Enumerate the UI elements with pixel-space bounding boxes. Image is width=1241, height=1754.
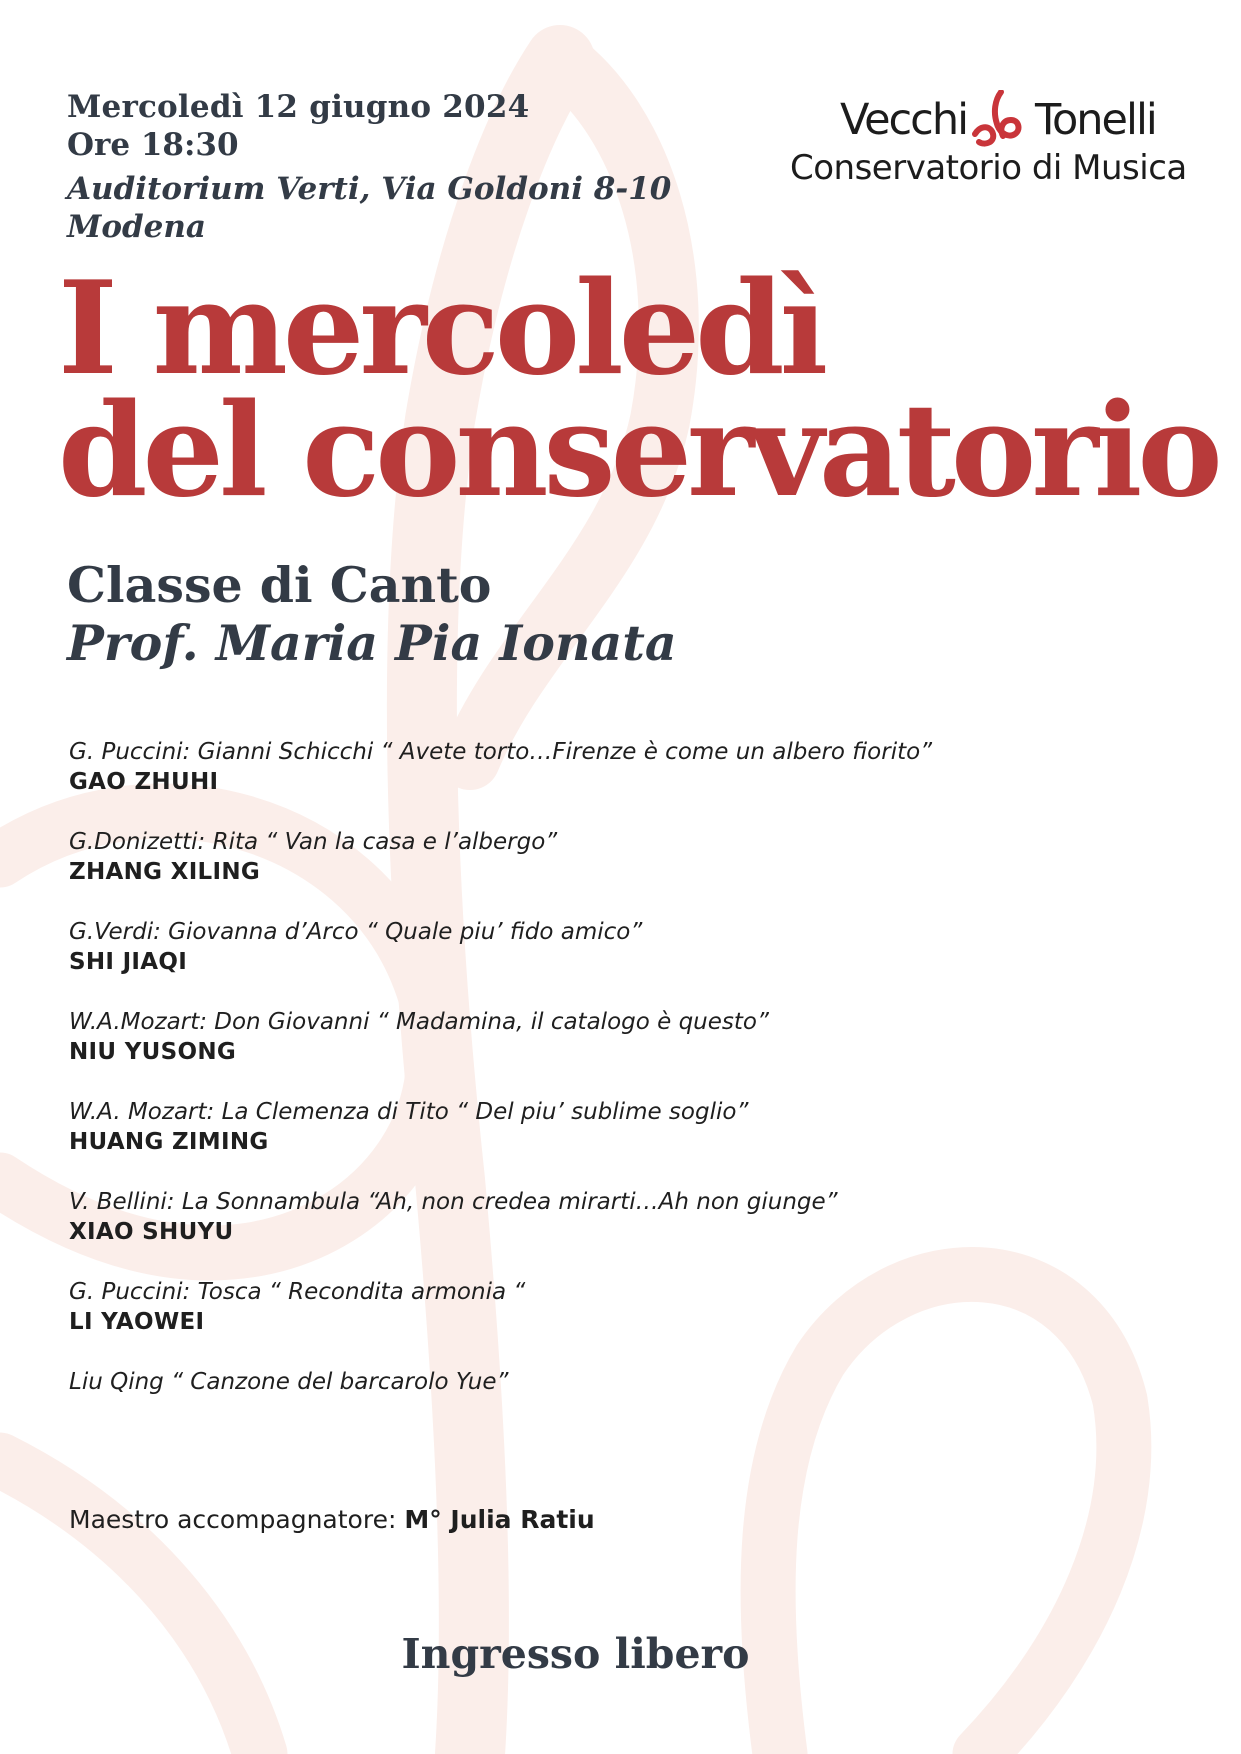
list-item (69, 1187, 1189, 1277)
piece-title: Liu Qing “ Canzone del barcarolo Yue” (69, 1369, 509, 1395)
piece-title: G.Donizetti: Rita “ Van la casa e l’albergo” (69, 829, 558, 855)
admission-note: Ingresso libero (401, 1630, 750, 1678)
accompanist-name: M° Julia Ratiu (404, 1505, 595, 1534)
class-info (67, 556, 677, 672)
list-item (69, 1277, 1189, 1367)
event-info (67, 88, 671, 246)
piece-title: G. Puccini: Tosca “ Recondita armonia “ (69, 1279, 526, 1305)
performer-name: LI YAOWEI (69, 1309, 205, 1335)
event-date: Mercoledì 12 giugno 2024 (67, 89, 530, 125)
class-title: Classe di Canto (67, 556, 492, 614)
logo-subtitle: Conservatorio di Musica (790, 148, 1187, 188)
conservatory-logo (790, 62, 1187, 192)
performer-name: XIAO SHUYU (69, 1219, 234, 1245)
performer-name: HUANG ZIMING (69, 1129, 269, 1155)
performer-name: SHI JIAQI (69, 949, 188, 975)
accompanist (69, 1505, 595, 1534)
list-item (69, 1007, 1189, 1097)
page-title (58, 254, 1218, 526)
list-item (69, 827, 1189, 917)
event-venue: Auditorium Verti, Via Goldoni 8-10 (67, 171, 672, 207)
performer-name: NIU YUSONG (69, 1039, 237, 1065)
treble-clef-icon (969, 90, 1033, 150)
logo-brand (840, 90, 1156, 150)
performer-name: GAO ZHUHI (69, 769, 219, 795)
title-line-1: I mercoledì (58, 254, 824, 404)
accompanist-label: Maestro accompagnatore: (69, 1505, 397, 1534)
list-item (69, 1097, 1189, 1187)
event-time: Ore 18:30 (67, 127, 239, 163)
performer-name: ZHANG XILING (69, 859, 261, 885)
logo-word-left: Vecchi (840, 95, 968, 145)
logo-word-right: Tonelli (1035, 95, 1156, 145)
piece-title: V. Bellini: La Sonnambula “Ah, non credea mirarti…Ah non giunge” (69, 1189, 838, 1215)
list-item (69, 1367, 1189, 1457)
piece-title: G.Verdi: Giovanna d’Arco “ Quale piu’ fido amico” (69, 919, 643, 945)
program-list (69, 737, 1189, 1457)
piece-title: W.A.Mozart: Don Giovanni “ Madamina, il catalogo è questo” (69, 1009, 769, 1035)
piece-title: W.A. Mozart: La Clemenza di Tito “ Del piu’ sublime soglio” (69, 1099, 749, 1125)
teacher-name: Prof. Maria Pia Ionata (67, 614, 677, 672)
list-item (69, 737, 1189, 827)
list-item (69, 917, 1189, 1007)
piece-title: G. Puccini: Gianni Schicchi “ Avete torto…Firenze è come un albero fiorito” (69, 739, 933, 765)
title-line-2: del conservatorio (58, 376, 1218, 526)
event-city: Modena (67, 209, 207, 245)
